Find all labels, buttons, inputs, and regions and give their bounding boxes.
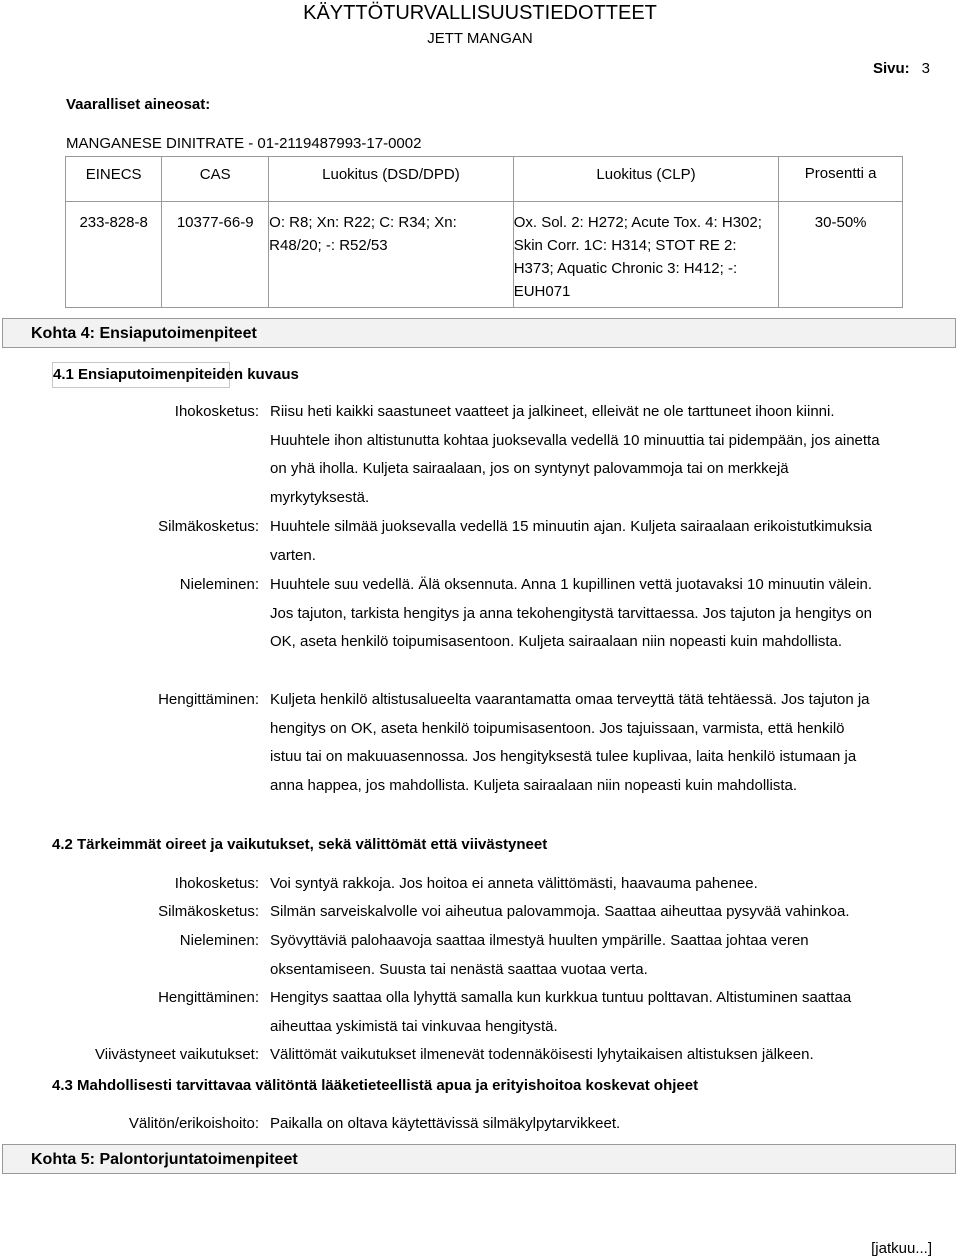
inhalation-label: Hengittäminen: <box>158 691 259 708</box>
symptoms-eye-text: Silmän sarveiskalvolle voi aiheutua palovammoja. Saattaa aiheuttaa pysyvää vahinkoa. <box>270 903 850 920</box>
symptoms-skin-text: Voi syntyä rakkoja. Jos hoitoa ei anneta välittömästi, haavauma pahenee. <box>270 875 758 892</box>
symptoms-inhalation-text: Hengitys saattaa olla lyhyttä samalla kun kurkkua tuntuu polttavan. Altistuminen saattaa aiheuttaa yskimistä tai vinkuvaa hengitystä. <box>270 989 852 1035</box>
inhalation-text: Kuljeta henkilö altistusalueelta vaarantamatta omaa terveyttä tätä tehtäessä. Jos tajuton ja hengitys on OK, aseta henkilö toipumisasentoon. Jos tajuissaan, varmista, että henkilö istuu tai on makuuasennossa. Jos hengityksestä tulee kuplivaa, laita henkilö istumaan ja anna happea, jos mahdollista. Kuljeta sairaalaan niin nopeasti kuin mahdollista. <box>270 691 870 795</box>
eye-text: Huuhtele silmää juoksevalla vedellä 15 minuutin ajan. Kuljeta sairaalaan erikoistutkimuksia varten. <box>270 518 872 564</box>
cell-dsd: O: R8; Xn: R22; C: R34; Xn: R48/20; -: R52/53 <box>269 202 514 308</box>
symptoms-skin-label: Ihokosketus: <box>174 875 259 892</box>
symptoms-inhalation-label: Hengittäminen: <box>158 989 259 1006</box>
subsection-4-3-title: 4.3 Mahdollisesti tarvittavaa välitöntä lääketieteellistä apua ja erityishoitoa koskevat ohjeet <box>52 1077 699 1094</box>
subsection-4-1-title <box>52 362 299 388</box>
page-label: Sivu: <box>872 60 910 77</box>
cell-einecs: 233-828-8 <box>66 202 162 308</box>
substance-table <box>65 156 903 308</box>
document-title: KÄYTTÖTURVALLISUUSTIEDOTTEET <box>303 2 657 24</box>
special-treatment-text: Paikalla on oltava käytettävissä silmäkylpytarvikkeet. <box>270 1115 621 1132</box>
substance-name: MANGANESE DINITRATE - 01-2119487993-17-0002 <box>66 135 422 152</box>
delayed-effects-text: Välittömät vaikutukset ilmenevät todennäköisesti lyhytaikaisen altistuksen jälkeen. <box>270 1046 814 1063</box>
hazardous-heading: Vaaralliset aineosat: <box>66 96 211 113</box>
header-dsd: Luokitus (DSD/DPD) <box>269 157 514 202</box>
product-name: JETT MANGAN <box>427 30 533 47</box>
table-row <box>66 202 903 308</box>
section-4-title: Kohta 4: Ensiaputoimenpiteet <box>2 318 956 348</box>
skin-label: Ihokosketus: <box>174 403 259 420</box>
continued-marker: [jatkuu...] <box>871 1240 932 1257</box>
skin-text: Riisu heti kaikki saastuneet vaatteet ja jalkineet, elleivät ne ole tarttuneet ihoon kiinni. Huuhtele ihon altistunutta kohtaa juoksevalla vedellä 10 minuuttia tai pidempään, jos ainetta on yhä iholla. Kuljeta sairaalaan, jos on syntynyt palovammoja tai on merkkejä myrkytyksestä. <box>270 403 880 507</box>
page-number: 3 <box>921 60 930 77</box>
table-header-row <box>66 157 903 202</box>
header-cas: CAS <box>162 157 269 202</box>
ingestion-text: Huuhtele suu vedellä. Älä oksennuta. Anna 1 kupillinen vettä juotavaksi 10 minuutin välein. Jos tajuton, tarkista hengitys ja anna tekohengitystä tarvittaessa. Jos tajuton ja hengitys on OK, aseta henkilö toipumisasentoon. Kuljeta sairaalaan niin nopeasti kuin mahdollista. <box>270 576 873 651</box>
section-5-title: Kohta 5: Palontorjuntatoimenpiteet <box>2 1144 956 1174</box>
symptoms-ingestion-text: Syövyttäviä palohaavoja saattaa ilmestyä huulten ympärille. Saattaa johtaa veren oksentamiseen. Suusta tai nenästä saattaa vuotaa verta. <box>270 932 809 978</box>
subsection-4-2-title: 4.2 Tärkeimmät oireet ja vaikutukset, sekä välittömät että viivästyneet <box>52 836 548 853</box>
symptoms-ingestion-label: Nieleminen: <box>179 932 259 949</box>
page-indicator <box>873 60 930 77</box>
symptoms-eye-label: Silmäkosketus: <box>158 903 259 920</box>
delayed-effects-label: Viivästyneet vaikutukset: <box>95 1046 259 1063</box>
cell-cas: 10377-66-9 <box>162 202 269 308</box>
eye-label: Silmäkosketus: <box>158 518 259 535</box>
cell-clp: Ox. Sol. 2: H272; Acute Tox. 4: H302; Skin Corr. 1C: H314; STOT RE 2: H373; Aquatic Chronic 3: H412; -: EUH071 <box>513 202 779 308</box>
header-percent: Prosentti a <box>779 157 903 202</box>
header-einecs: EINECS <box>66 157 162 202</box>
ingestion-label: Nieleminen: <box>179 576 259 593</box>
header-clp: Luokitus (CLP) <box>513 157 779 202</box>
cell-percent: 30-50% <box>779 202 903 308</box>
subsection-4-1-label: 4.1 Ensiaputoimenpiteiden kuvaus <box>53 366 299 383</box>
special-treatment-label: Välitön/erikoishoito: <box>128 1115 259 1132</box>
